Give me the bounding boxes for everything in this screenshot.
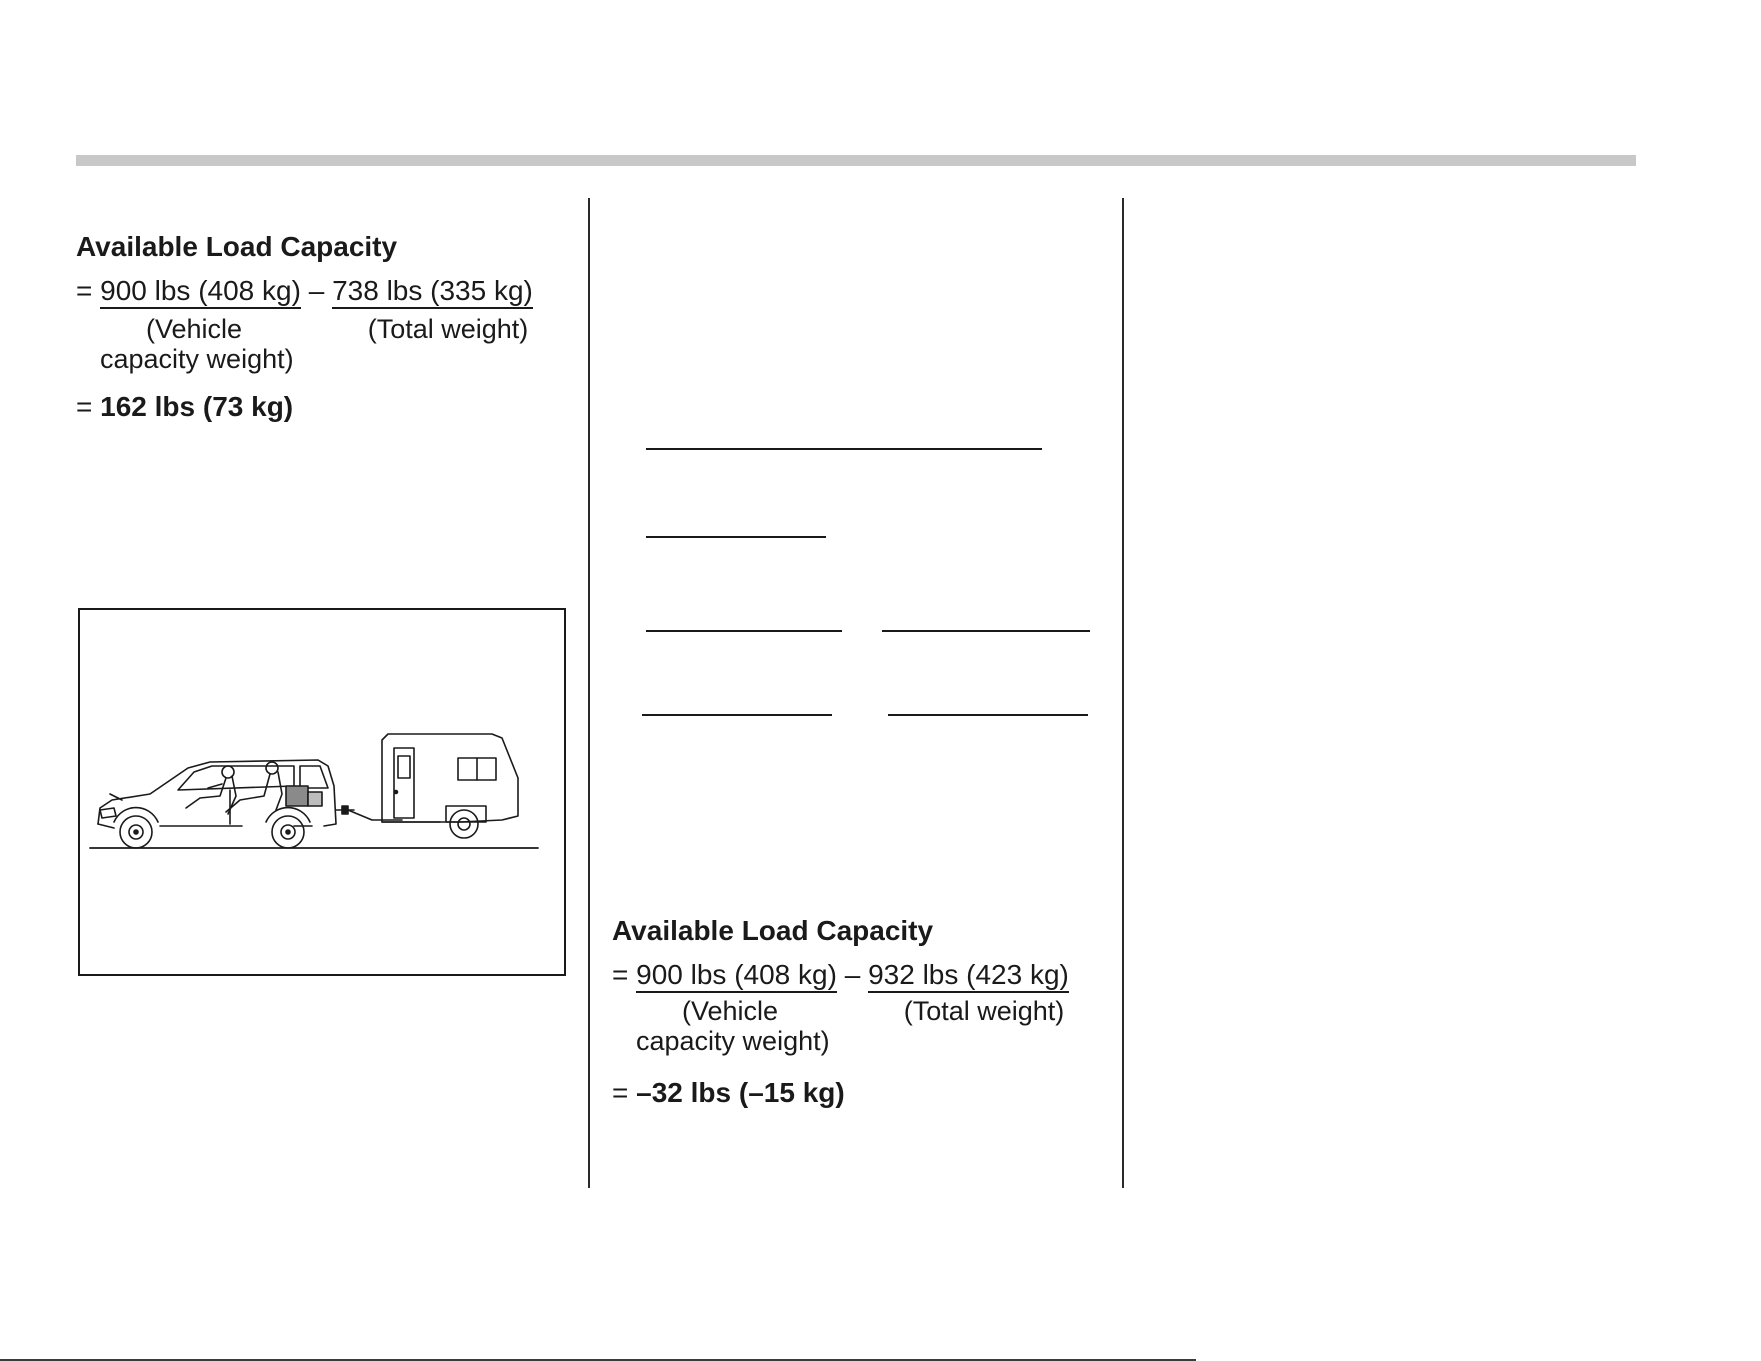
calculation-block-1 — [76, 230, 596, 460]
vehicle-capacity-label-line2: capacity weight) — [636, 1026, 830, 1056]
worksheet-line-1 — [646, 448, 1042, 450]
towing-figure — [78, 608, 566, 976]
total-weight-label: (Total weight) — [367, 314, 529, 344]
calc-result — [76, 390, 293, 424]
vehicle-capacity-value: 900 lbs (408 kg) — [636, 959, 837, 993]
result-equals-sign: = — [612, 1077, 629, 1108]
equals-sign: = — [76, 275, 93, 306]
total-weight-label: (Total weight) — [903, 996, 1065, 1026]
minus-sign: – — [844, 959, 861, 990]
worksheet-line-3a — [646, 630, 842, 632]
worksheet-line-4b — [888, 714, 1088, 716]
worksheet-line-4a — [642, 714, 832, 716]
vehicle-capacity-label-line1: (Vehicle — [145, 314, 243, 344]
equals-sign: = — [612, 959, 629, 990]
vehicle-capacity-label — [100, 314, 294, 374]
vehicle-towing-trailer-illustration — [80, 610, 564, 974]
calc-title: Available Load Capacity — [76, 231, 398, 262]
calc-result — [612, 1076, 845, 1110]
result-value: 162 lbs (73 kg) — [100, 391, 294, 422]
calculation-block-2 — [612, 914, 1132, 1144]
calc-equation — [612, 958, 1069, 992]
total-weight-value: 932 lbs (423 kg) — [868, 959, 1069, 993]
result-equals-sign: = — [76, 391, 93, 422]
vehicle-capacity-label-line2: capacity weight) — [100, 344, 294, 374]
result-value: –32 lbs (–15 kg) — [636, 1077, 845, 1108]
total-weight-value: 738 lbs (335 kg) — [332, 275, 533, 309]
vehicle-capacity-value: 900 lbs (408 kg) — [100, 275, 301, 309]
minus-sign: – — [308, 275, 325, 306]
vehicle-capacity-label — [636, 996, 830, 1056]
calc-equation — [76, 274, 533, 308]
header-rule — [76, 155, 1636, 166]
worksheet-line-3b — [882, 630, 1090, 632]
worksheet-line-2 — [646, 536, 826, 538]
vehicle-capacity-label-line1: (Vehicle — [681, 996, 779, 1026]
calc-title: Available Load Capacity — [612, 915, 934, 946]
